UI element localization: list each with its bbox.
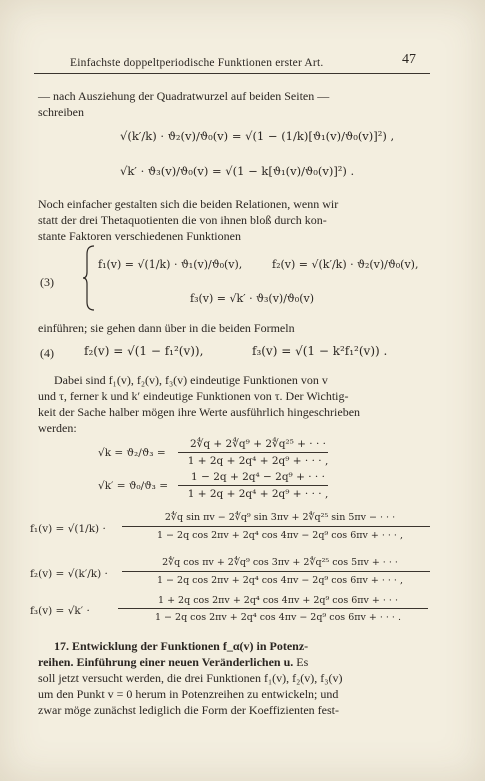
brace-icon: [82, 244, 96, 312]
series-k-denominator: 1 + 2q + 2q⁴ + 2q⁹ + · · · ,: [187, 455, 329, 467]
para2-line-2: statt der drei Thetaquotienten die von ihnen bloß durch kon-: [38, 213, 327, 227]
intro-line-2: schreiben: [38, 105, 84, 119]
equation-4-label: (4): [40, 346, 54, 360]
equation-top-1-rhs: = √(1 − (1/k)[ϑ₁(v)/ϑ₀(v)]²) ,: [231, 129, 395, 143]
series-f1-numerator: 2∜q sin πv − 2∜q⁹ sin 3πv + 2∜q²⁵ sin 5πv − · · ·: [164, 512, 396, 523]
series-f2-fraction-bar: [122, 571, 430, 572]
series-kp-denominator: 1 + 2q + 2q⁴ + 2q⁹ + · · · ,: [187, 488, 329, 500]
equation-top-2: [120, 165, 354, 178]
series-f2-denominator: 1 − 2q cos 2πv + 2q⁴ cos 4πv − 2q⁹ cos 6πv + · · · ,: [156, 575, 403, 586]
equation-top-2-rhs: = √(1 − k[ϑ₁(v)/ϑ₀(v)]²) .: [212, 164, 355, 178]
equation-3-label: (3): [40, 275, 54, 289]
section-17-heading-line-2: reihen. Einführung einer neuen Veränderlichen u.: [38, 655, 294, 669]
para2-line-1: Noch einfacher gestalten sich die beiden Relationen, wenn wir: [38, 197, 339, 211]
equation-top-1: [120, 130, 394, 143]
series-f1-fraction-bar: [122, 526, 430, 527]
series-kp-numerator: 1 − 2q + 2q⁴ − 2q⁹ + · · ·: [191, 471, 325, 483]
series-f3-fraction-bar: [118, 608, 428, 609]
series-k-lhs: √k = ϑ₂/ϑ₃ =: [98, 447, 166, 459]
para4-line-1: Dabei sind f₁(v), f₂(v), f₃(v) eindeutige Funktionen von v: [54, 373, 328, 387]
header-rule: [34, 73, 430, 74]
para3-line-1: einführen; sie gehen dann über in die beiden Formeln: [38, 321, 295, 335]
section-17-heading-line-1: 17. Entwicklung der Funktionen f_α(v) in Potenz-: [54, 639, 309, 653]
series-f3-lhs: f₃(v) = √k′ ·: [30, 605, 90, 617]
series-kp-lhs: √k′ = ϑ₀/ϑ₃ =: [98, 480, 169, 492]
series-f2-numerator: 2∜q cos πv + 2∜q⁹ cos 3πv + 2∜q²⁵ cos 5πv + · · ·: [162, 557, 398, 568]
series-k-numerator: 2∜q + 2∜q⁹ + 2∜q²⁵ + · · ·: [189, 438, 326, 450]
series-k-fraction-bar: [178, 452, 328, 453]
page-number: 47: [402, 52, 416, 67]
series-kp-fraction-bar: [178, 485, 328, 486]
equation-4-part-2: f₃(v) = √(1 − k²f₁²(v)) .: [252, 344, 388, 358]
series-f1-denominator: 1 − 2q cos 2πv + 2q⁴ cos 4πv − 2q⁹ cos 6πv + · · · ,: [156, 530, 403, 541]
running-header-title: Einfachste doppeltperiodische Funktionen erster Art.: [70, 57, 324, 69]
series-f2-lhs: f₂(v) = √(k′/k) ·: [30, 568, 108, 580]
series-f1-lhs: f₁(v) = √(1/k) ·: [30, 523, 106, 535]
section-17-line-2-rest: Es: [296, 655, 309, 669]
para4-line-2: und τ, ferner k und k′ eindeutige Funktionen von τ. Der Wichtig-: [38, 389, 349, 403]
section-17-line-5: zwar möge zunächst lediglich die Form der Koeffizienten fest-: [38, 703, 340, 717]
intro-line-1: — nach Ausziehung der Quadratwurzel auf beiden Seiten —: [38, 89, 330, 103]
equation-4-part-1: f₂(v) = √(1 − f₁²(v)),: [84, 344, 204, 358]
para2-line-3: stante Faktoren verschiedenen Funktionen: [38, 229, 241, 243]
para4-line-4: werden:: [38, 421, 77, 435]
series-f3-denominator: 1 − 2q cos 2πv + 2q⁴ cos 4πv − 2q⁹ cos 6πv + · · · .: [154, 612, 401, 623]
equation-3-row-1a: f₁(v) = √(1/k) · ϑ₁(v)/ϑ₀(v),: [98, 258, 243, 271]
equation-top-2-lhs: √k′ · ϑ₃(v)/ϑ₀(v): [120, 164, 209, 178]
section-17-line-4: um den Punkt v = 0 herum in Potenzreihen zu entwickeln; und: [38, 687, 339, 701]
section-17-line-2: [38, 654, 308, 670]
para4-line-3: keit der Sache halber mögen ihre Werte ausführlich hingeschrieben: [38, 405, 361, 419]
equation-3-row-1b: f₂(v) = √(k′/k) · ϑ₂(v)/ϑ₀(v),: [272, 258, 419, 271]
equation-3-row-2: f₃(v) = √k′ · ϑ₃(v)/ϑ₀(v): [190, 292, 314, 305]
series-f3-numerator: 1 + 2q cos 2πv + 2q⁴ cos 4πv + 2q⁹ cos 6πv + · · ·: [158, 595, 398, 606]
section-17-line-3: soll jetzt versucht werden, die drei Funktionen f₁(v), f₂(v), f₃(v): [38, 671, 343, 685]
equation-top-1-lhs: √(k′/k) · ϑ₂(v)/ϑ₀(v): [120, 129, 229, 143]
